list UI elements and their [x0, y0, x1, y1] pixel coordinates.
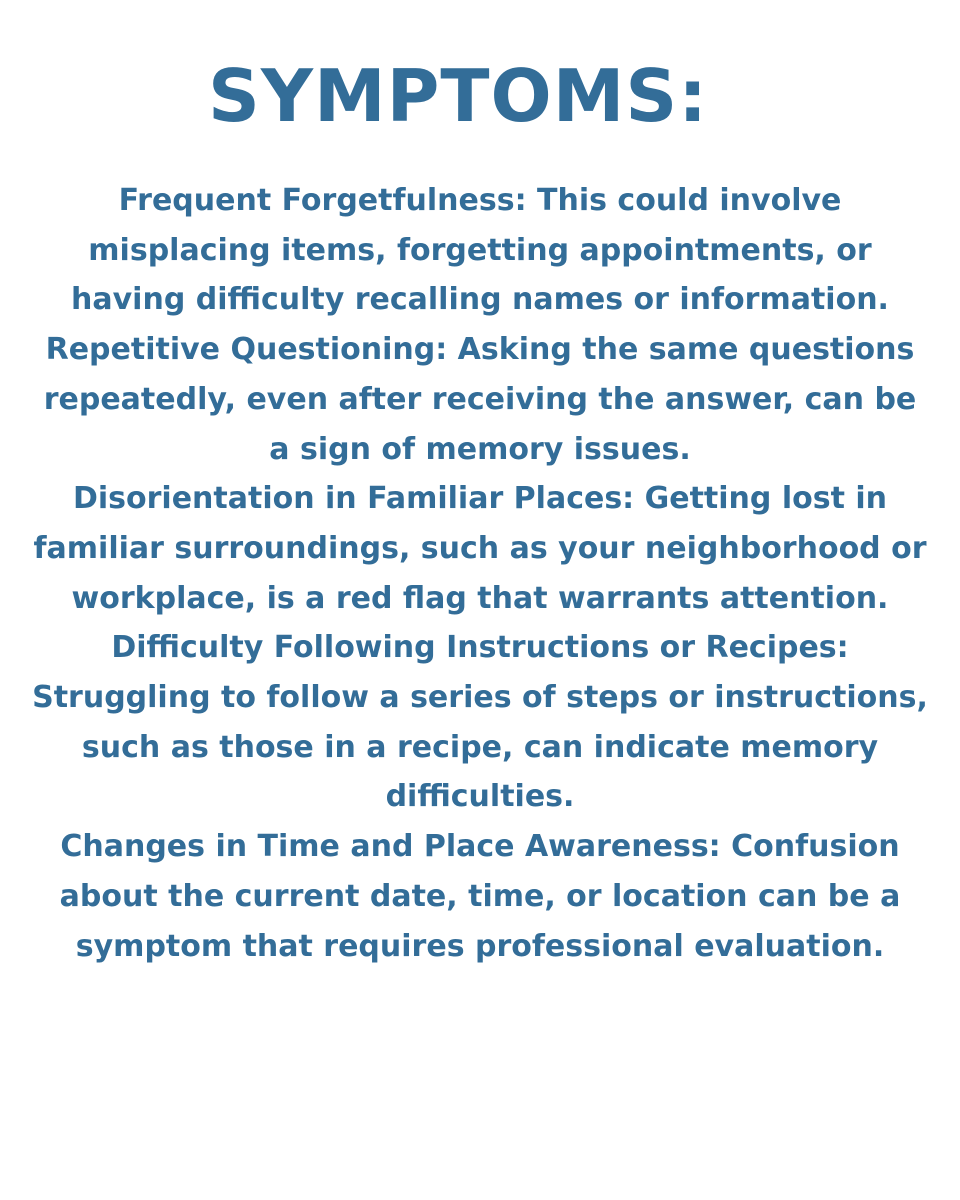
symptom-repetitive-questioning: Repetitive Questioning: Asking the same questions repeatedly, even after receiving the answer, can be a sign of memory issues. [43, 332, 917, 467]
symptom-frequent-forgetfulness: Frequent Forgetfulness: This could involve misplacing items, forgetting appointments, or having difficulty recalling names or information. [71, 183, 889, 318]
symptom-list [30, 176, 930, 971]
symptom-time-place-awareness: Changes in Time and Place Awareness: Confusion about the current date, time, or location can be a symptom that requires professional evaluation. [59, 829, 901, 964]
symptom-disorientation: Disorientation in Familiar Places: Getting lost in familiar surroundings, such as your neighborhood or workplace, is a red flag that warrants attention. [33, 481, 927, 616]
page-title: SYMPTOMS: [208, 54, 709, 138]
symptom-difficulty-following-instructions: Difficulty Following Instructions or Recipes: Struggling to follow a series of steps or instructions, such as those in a recipe, can indicate memory difficulties. [32, 630, 928, 815]
